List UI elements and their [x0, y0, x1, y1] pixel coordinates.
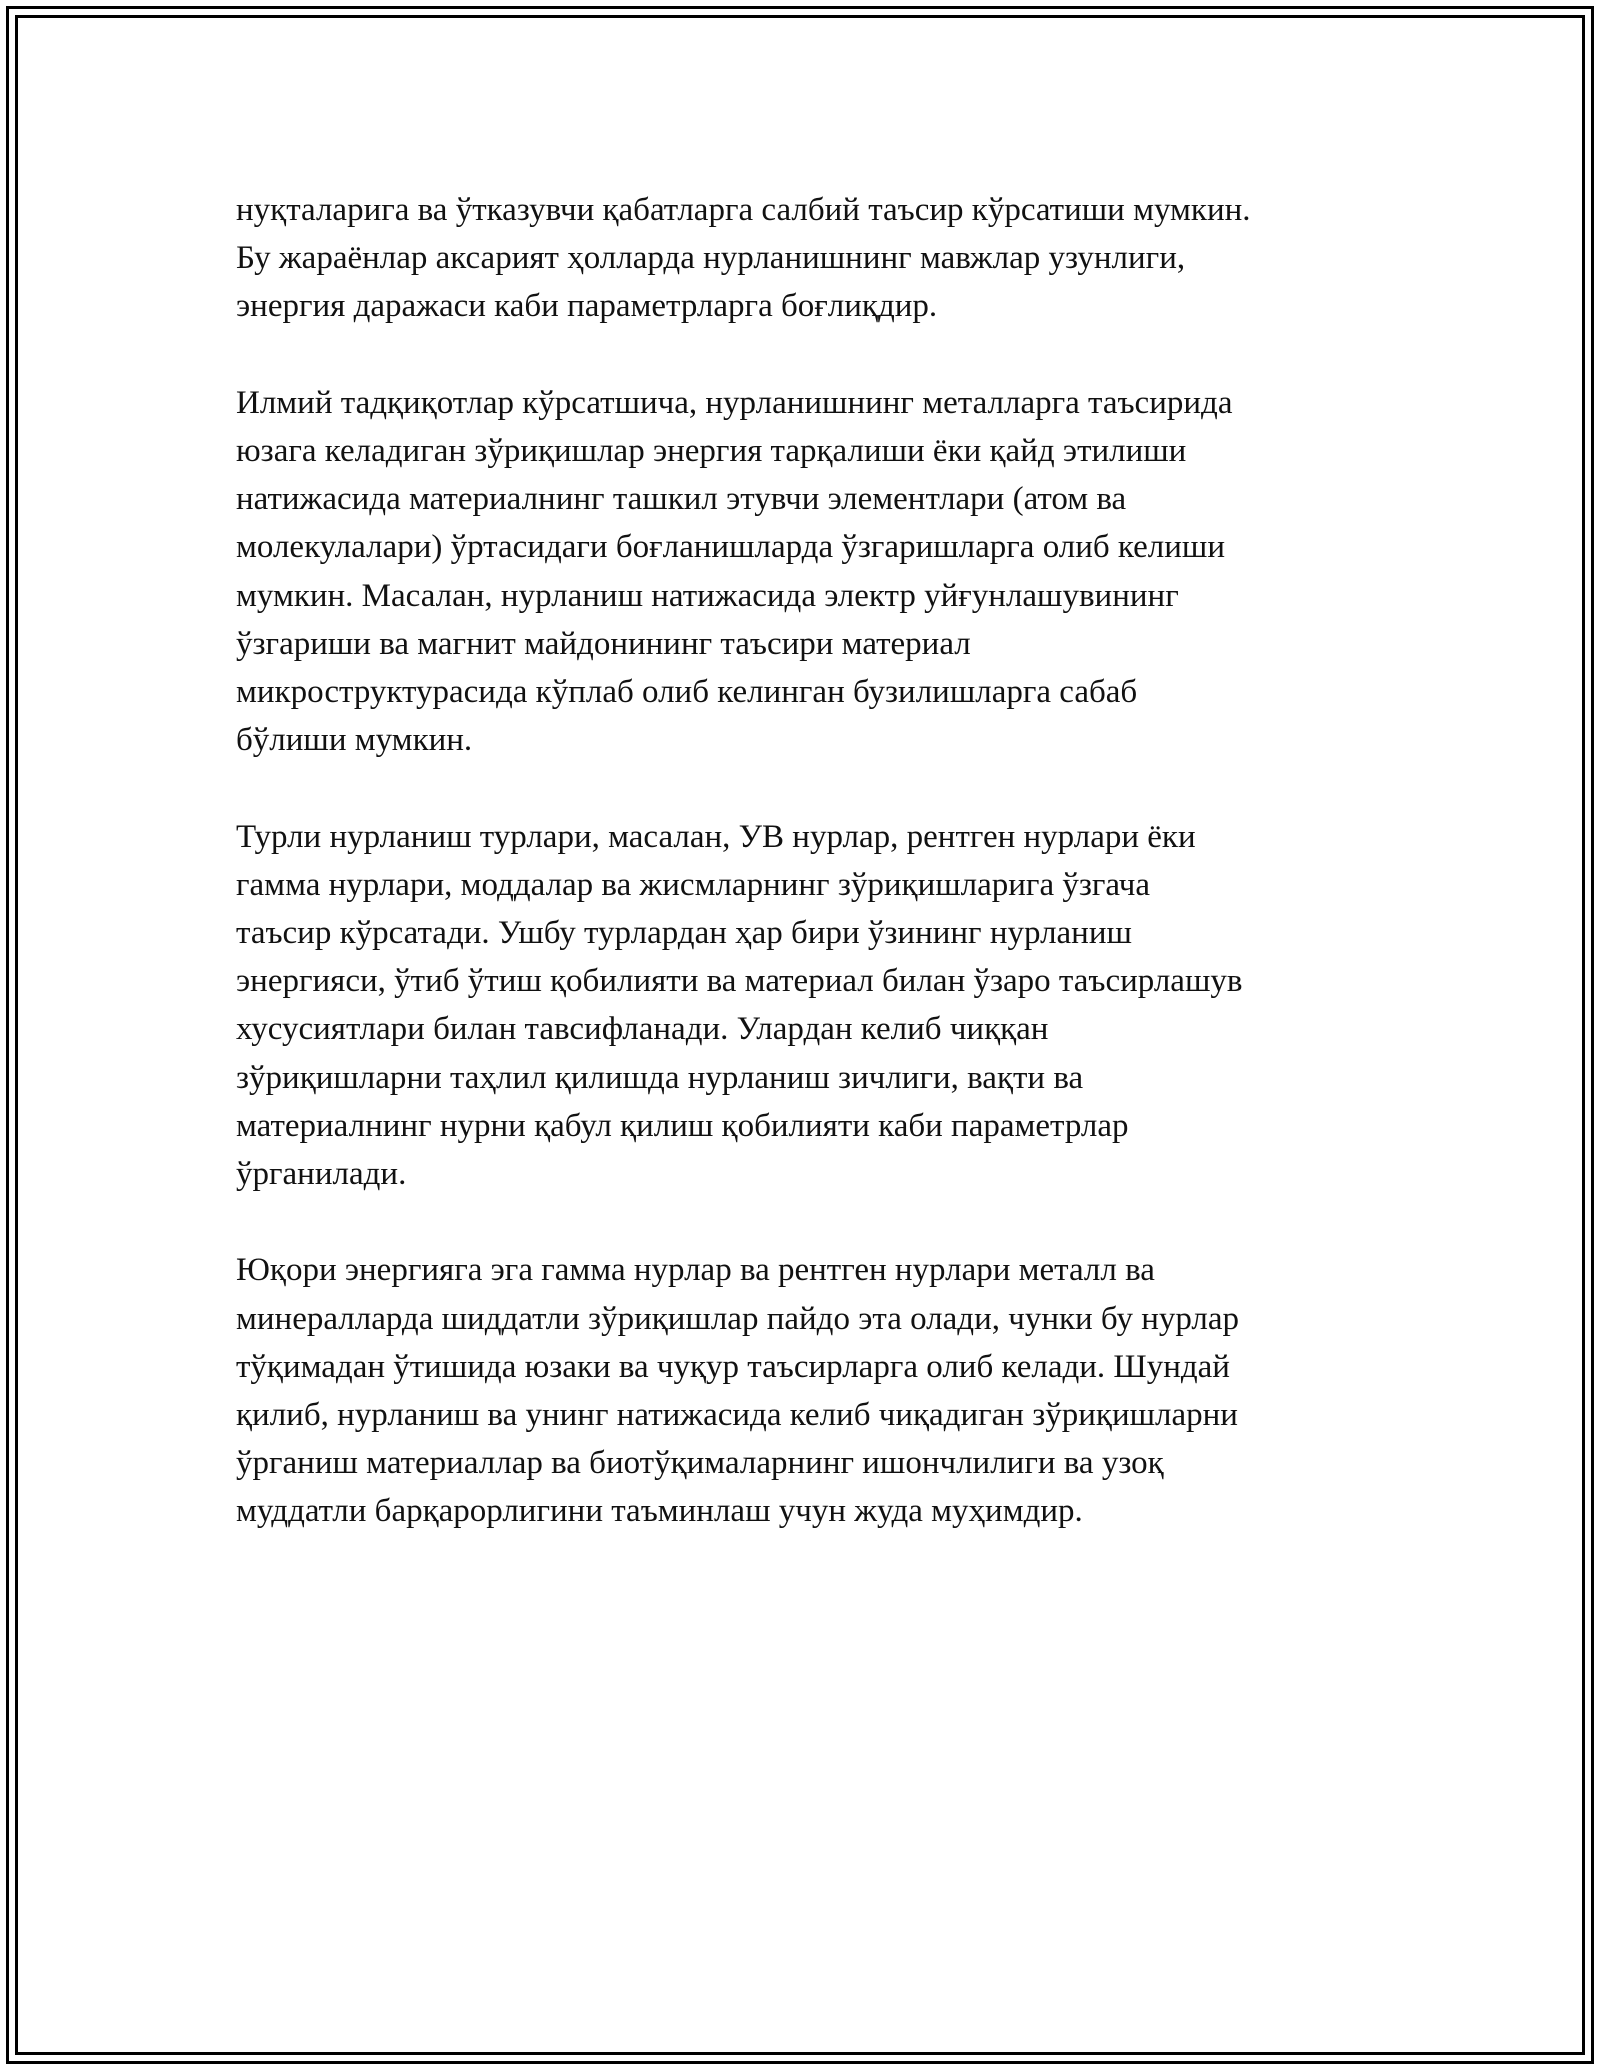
- paragraph: нуқталарига ва ўтказувчи қабатларга салбий таъсир кўрсатиши мумкин. Бу жараёнлар аксарият ҳолларда нурланишнинг мавжлар узунлиги, энергия даражаси каби параметрларга боғлиқдир.: [236, 192, 1251, 325]
- document-body: [236, 186, 1396, 1584]
- paragraph: Илмий тадқиқотлар кўрсатшича, нурланишнинг металларга таъсирида юзага келадиган зўриқишлар энергия тарқалиши ёки қайд этилиши натижасида материалнинг ташкил этувчи элементлари (атом ва молекулалари) ўртасидаги боғланишларда ўзгаришларга олиб келиши мумкин. Масалан, нурланиш натижасида электр уйғунлашувининг ўзгариши ва магнит майдонининг таъсири материал микроструктурасида кўплаб олиб келинган бузилишларга сабаб бўлиши мумкин.: [236, 384, 1233, 759]
- paragraph: Турли нурланиш турлари, масалан, УВ нурлар, рентген нурлари ёки гамма нурлари, моддалар ва жисмларнинг зўриқишларига ўзгача таъсир кўрсатади. Ушбу турлардан ҳар бири ўзининг нурланиш энергияси, ўтиб ўтиш қобилияти ва материал билан ўзаро таъсирлашув хусусиятлари билан тавсифланади. Улардан келиб чиққан зўриқишларни таҳлил қилишда нурланиш зичлиги, вақти ва материалнинг нурни қабул қилиш қобилияти каби параметрлар ўрганилади.: [236, 818, 1243, 1193]
- paragraph: Юқори энергияга эга гамма нурлар ва рентген нурлари металл ва минералларда шиддатли зўриқишлар пайдо эта олади, чунки бу нурлар тўқимадан ўтишида юзаки ва чуқур таъсирларга олиб келади. Шундай қилиб, нурланиш ва унинг натижасида келиб чиқадиган зўриқишларни ўрганиш материаллар ва биотўқималарнинг ишончлилиги ва узоқ муддатли барқарорлигини таъминлаш учун жуда муҳимдир.: [236, 1252, 1240, 1530]
